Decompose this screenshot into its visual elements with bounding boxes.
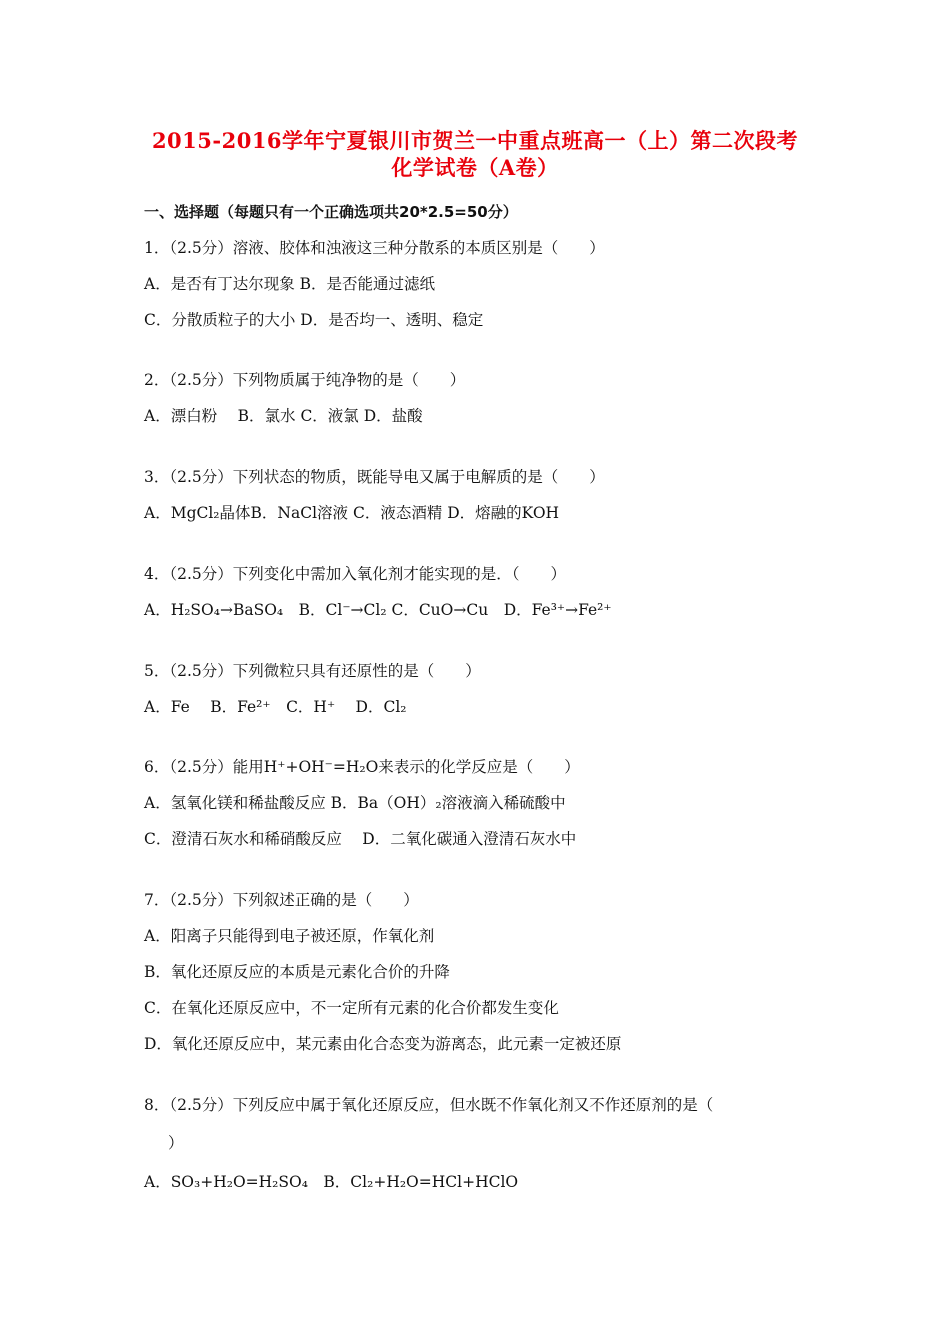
question-7-option-c: C．在氧化还原反应中，不一定所有元素的化合价都发生变化 — [144, 999, 559, 1017]
question-7-option-a: A．阳离子只能得到电子被还原，作氧化剂 — [144, 927, 435, 945]
question-4-options: A．H₂SO₄→BaSO₄ B．Cl⁻→Cl₂ C．CuO→Cu D．Fe³⁺→Fe²⁺ — [144, 601, 612, 619]
question-1-options-cd: C．分散质粒子的大小 D．是否均一、透明、稳定 — [144, 311, 484, 329]
question-6-options-cd: C．澄清石灰水和稀硝酸反应 D．二氧化碳通入澄清石灰水中 — [144, 830, 577, 848]
question-7-stem: 7．（2.5分）下列叙述正确的是（ ） — [144, 891, 419, 909]
question-1-options-ab: A．是否有丁达尔现象 B．是否能通过滤纸 — [144, 275, 436, 293]
question-6-options-ab: A．氢氧化镁和稀盐酸反应 B．Ba（OH）₂溶液滴入稀硫酸中 — [144, 794, 566, 812]
exam-title-line1: 2015-2016学年宁夏银川市贺兰一中重点班高一（上）第二次段考 — [151, 128, 799, 153]
question-8-options: A．SO₃+H₂O=H₂SO₄ B．Cl₂+H₂O=HCl+HClO — [144, 1173, 519, 1191]
question-5-stem: 5．（2.5分）下列微粒只具有还原性的是（ ） — [144, 662, 481, 680]
question-2-options: A．漂白粉 B．氯水 C．液氯 D．盐酸 — [144, 407, 423, 425]
question-6-stem: 6．（2.5分）能用H⁺+OH⁻=H₂O来表示的化学反应是（ ） — [144, 758, 580, 776]
question-7-option-d: D．氧化还原反应中，某元素由化合态变为游离态，此元素一定被还原 — [144, 1035, 622, 1053]
section-heading: 一、选择题（每题只有一个正确选项共20*2.5=50分） — [144, 203, 518, 221]
question-3-stem: 3．（2.5分）下列状态的物质，既能导电又属于电解质的是（ ） — [144, 468, 605, 486]
question-8-stem: 8．（2.5分）下列反应中属于氧化还原反应，但水既不作氧化剂又不作还原剂的是（ — [144, 1096, 714, 1114]
question-5-options: A．Fe B．Fe²⁺ C．H⁺ D．Cl₂ — [144, 698, 407, 716]
question-4-stem: 4．（2.5分）下列变化中需加入氧化剂才能实现的是．（ ） — [144, 565, 567, 583]
exam-title-line2: 化学试卷（A卷） — [391, 155, 559, 180]
question-3-options: A．MgCl₂晶体B．NaCl溶液 C．液态酒精 D．熔融的KOH — [144, 504, 560, 522]
question-1-stem: 1．（2.5分）溶液、胶体和浊液这三种分散系的本质区别是（ ） — [144, 239, 605, 257]
question-7-option-b: B．氧化还原反应的本质是元素化合价的升降 — [144, 963, 450, 981]
question-2-stem: 2．（2.5分）下列物质属于纯净物的是（ ） — [144, 371, 466, 389]
question-8-stem-continued: ） — [168, 1134, 184, 1152]
